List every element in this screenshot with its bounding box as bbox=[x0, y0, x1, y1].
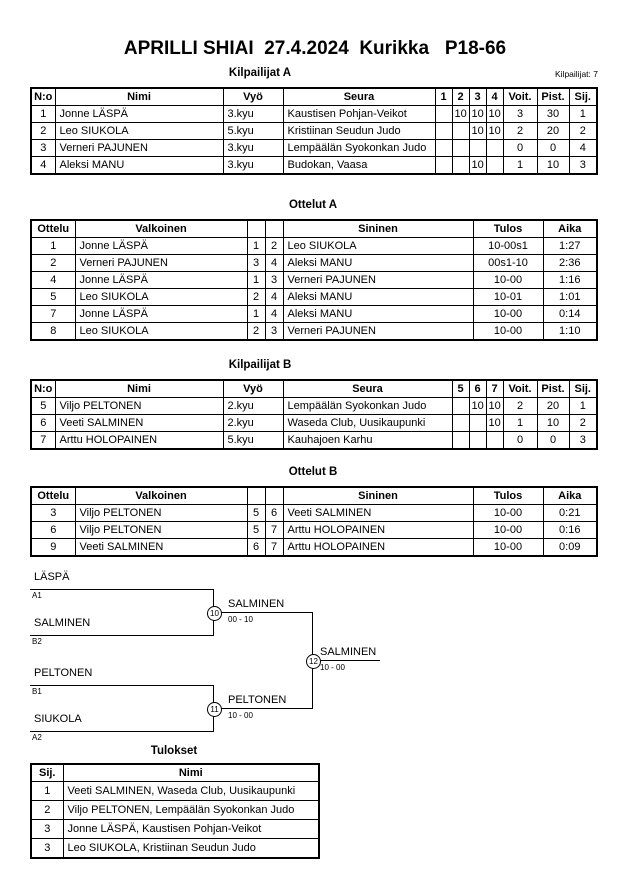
column-header: Nimi bbox=[55, 380, 223, 398]
cell-white: Jonne LÄSPÄ bbox=[75, 238, 247, 255]
cell-wins: 0 bbox=[503, 432, 537, 450]
cell-wn: 2 bbox=[247, 323, 265, 341]
cell-belt: 5.kyu bbox=[223, 123, 283, 140]
cell-points: 20 bbox=[537, 123, 569, 140]
column-header: Sij. bbox=[31, 764, 63, 782]
column-header: Pist. bbox=[537, 88, 569, 106]
cell-bn: 3 bbox=[265, 323, 283, 341]
cell-no: 5 bbox=[31, 398, 55, 415]
cell-blue: Aleksi MANU bbox=[283, 255, 473, 272]
column-header: Aika bbox=[543, 487, 597, 505]
cell-no: 3 bbox=[31, 140, 55, 157]
column-header: 2 bbox=[452, 88, 469, 106]
cell-c2 bbox=[469, 432, 486, 450]
cell-time: 0:21 bbox=[543, 505, 597, 522]
table-row bbox=[31, 522, 597, 539]
table-row bbox=[31, 801, 319, 820]
table-row bbox=[31, 238, 597, 255]
cell-c1 bbox=[452, 432, 469, 450]
cell-no: 1 bbox=[31, 238, 75, 255]
column-header: Tulos bbox=[473, 487, 543, 505]
cell-points: 0 bbox=[537, 140, 569, 157]
table-row bbox=[31, 839, 319, 859]
cell-c3: 10 bbox=[486, 398, 503, 415]
cell-white: Viljo PELTONEN bbox=[75, 505, 247, 522]
bracket-line bbox=[30, 589, 213, 590]
cell-points: 10 bbox=[537, 157, 569, 175]
cell-c4 bbox=[486, 157, 503, 175]
cell-time: 0:09 bbox=[543, 539, 597, 557]
cell-wins: 1 bbox=[503, 157, 537, 175]
table-row bbox=[31, 255, 597, 272]
elimination-bracket bbox=[0, 569, 630, 741]
cell-result: 10-00 bbox=[473, 272, 543, 289]
cell-c1 bbox=[452, 398, 469, 415]
cell-white: Viljo PELTONEN bbox=[75, 522, 247, 539]
cell-c3: 10 bbox=[469, 157, 486, 175]
cell-result: 10-00 bbox=[473, 522, 543, 539]
header-row bbox=[31, 487, 597, 505]
table-row bbox=[31, 505, 597, 522]
cell-place: 1 bbox=[569, 398, 597, 415]
column-header: Ottelu bbox=[31, 220, 75, 238]
cell-wn: 2 bbox=[247, 289, 265, 306]
cell-no: 7 bbox=[31, 432, 55, 450]
cell-belt: 5.kyu bbox=[223, 432, 283, 450]
cell-club: Kauhajoen Karhu bbox=[283, 432, 452, 450]
table-row bbox=[31, 289, 597, 306]
cell-time: 0:14 bbox=[543, 306, 597, 323]
cell-no: 1 bbox=[31, 106, 55, 123]
matches-a-heading: Ottelut A bbox=[288, 199, 338, 211]
column-header: Aika bbox=[543, 220, 597, 238]
bracket-sf2-bottom-seed: A2 bbox=[32, 733, 42, 742]
cell-name: Veeti SALMINEN, Waseda Club, Uusikaupunki bbox=[63, 782, 319, 801]
bracket-line bbox=[318, 660, 380, 661]
cell-wins: 1 bbox=[503, 415, 537, 432]
page-title: APRILLI SHIAI 27.4.2024 Kurikka P18-66 bbox=[123, 38, 507, 59]
match-11-circle: 11 bbox=[207, 702, 222, 717]
column-header: Sininen bbox=[283, 220, 473, 238]
pool-a-heading: Kilpailijat A bbox=[228, 67, 292, 79]
column-header: Valkoinen bbox=[75, 220, 247, 238]
results-table bbox=[30, 763, 320, 859]
cell-no: 5 bbox=[31, 289, 75, 306]
cell-c1 bbox=[435, 157, 452, 175]
cell-club: Waseda Club, Uusikaupunki bbox=[283, 415, 452, 432]
cell-c2 bbox=[452, 123, 469, 140]
cell-result: 10-00 bbox=[473, 505, 543, 522]
cell-wins: 0 bbox=[503, 140, 537, 157]
column-header: Sij. bbox=[569, 88, 597, 106]
cell-name: Jonne LÄSPÄ bbox=[55, 106, 223, 123]
cell-c3: 10 bbox=[469, 106, 486, 123]
cell-place: 2 bbox=[31, 801, 63, 820]
bracket-sf1-bottom-seed: B2 bbox=[32, 637, 42, 646]
cell-c3 bbox=[486, 432, 503, 450]
cell-place: 2 bbox=[569, 415, 597, 432]
cell-no: 2 bbox=[31, 255, 75, 272]
cell-c3: 10 bbox=[486, 415, 503, 432]
table-row bbox=[31, 432, 597, 450]
cell-c2 bbox=[452, 140, 469, 157]
cell-points: 20 bbox=[537, 398, 569, 415]
cell-bn: 4 bbox=[265, 289, 283, 306]
cell-wins: 3 bbox=[503, 106, 537, 123]
bracket-sf1-top-seed: A1 bbox=[32, 591, 42, 600]
cell-c4 bbox=[486, 140, 503, 157]
column-header: 6 bbox=[469, 380, 486, 398]
match-10-circle: 10 bbox=[207, 606, 222, 621]
column-header bbox=[265, 487, 283, 505]
pool-b-heading: Kilpailijat B bbox=[228, 359, 292, 371]
bracket-line bbox=[220, 612, 312, 613]
cell-belt: 2.kyu bbox=[223, 415, 283, 432]
column-header: Tulos bbox=[473, 220, 543, 238]
cell-white: Veeti SALMINEN bbox=[75, 539, 247, 557]
cell-no: 4 bbox=[31, 272, 75, 289]
cell-place: 3 bbox=[31, 839, 63, 859]
cell-white: Verneri PAJUNEN bbox=[75, 255, 247, 272]
bracket-sf2-score: 10 - 00 bbox=[228, 711, 253, 720]
cell-time: 1:10 bbox=[543, 323, 597, 341]
cell-belt: 3.kyu bbox=[223, 106, 283, 123]
cell-name: Arttu HOLOPAINEN bbox=[55, 432, 223, 450]
table-row bbox=[31, 306, 597, 323]
bracket-line bbox=[30, 731, 213, 732]
cell-wn: 5 bbox=[247, 522, 265, 539]
cell-name: Verneri PAJUNEN bbox=[55, 140, 223, 157]
cell-c1 bbox=[435, 106, 452, 123]
column-header bbox=[265, 220, 283, 238]
cell-result: 10-00s1 bbox=[473, 238, 543, 255]
cell-c1 bbox=[435, 123, 452, 140]
table-row bbox=[31, 123, 597, 140]
cell-bn: 7 bbox=[265, 522, 283, 539]
column-header: 3 bbox=[469, 88, 486, 106]
cell-belt: 3.kyu bbox=[223, 157, 283, 175]
bracket-line bbox=[220, 708, 312, 709]
table-row bbox=[31, 272, 597, 289]
cell-white: Leo SIUKOLA bbox=[75, 323, 247, 341]
cell-wn: 6 bbox=[247, 539, 265, 557]
cell-no: 4 bbox=[31, 157, 55, 175]
cell-result: 10-00 bbox=[473, 539, 543, 557]
cell-points: 0 bbox=[537, 432, 569, 450]
column-header: Sij. bbox=[569, 380, 597, 398]
cell-points: 10 bbox=[537, 415, 569, 432]
cell-white: Jonne LÄSPÄ bbox=[75, 272, 247, 289]
matches-a-table bbox=[30, 219, 598, 341]
cell-blue: Verneri PAJUNEN bbox=[283, 272, 473, 289]
results-heading: Tulokset bbox=[150, 745, 198, 757]
column-header bbox=[247, 487, 265, 505]
column-header: Seura bbox=[283, 380, 452, 398]
match-12-circle: 12 bbox=[306, 654, 321, 669]
matches-b-heading: Ottelut B bbox=[288, 466, 338, 478]
cell-c1 bbox=[452, 415, 469, 432]
column-header: Pist. bbox=[537, 380, 569, 398]
column-header: Seura bbox=[283, 88, 435, 106]
table-row bbox=[31, 106, 597, 123]
table-row bbox=[31, 782, 319, 801]
cell-place: 4 bbox=[569, 140, 597, 157]
cell-club: Lempäälän Syokonkan Judo bbox=[283, 140, 435, 157]
column-header: 4 bbox=[486, 88, 503, 106]
cell-wins: 2 bbox=[503, 123, 537, 140]
cell-c3 bbox=[469, 140, 486, 157]
cell-time: 1:16 bbox=[543, 272, 597, 289]
pool-a-table bbox=[30, 87, 598, 175]
column-header: Vyö bbox=[223, 380, 283, 398]
column-header: Voit. bbox=[503, 380, 537, 398]
cell-no: 7 bbox=[31, 306, 75, 323]
cell-points: 30 bbox=[537, 106, 569, 123]
matches-b-table bbox=[30, 486, 598, 557]
cell-c2: 10 bbox=[452, 106, 469, 123]
cell-blue: Leo SIUKOLA bbox=[283, 238, 473, 255]
cell-white: Jonne LÄSPÄ bbox=[75, 306, 247, 323]
cell-bn: 7 bbox=[265, 539, 283, 557]
table-row bbox=[31, 415, 597, 432]
cell-c2 bbox=[452, 157, 469, 175]
cell-no: 8 bbox=[31, 323, 75, 341]
cell-no: 6 bbox=[31, 522, 75, 539]
column-header: Ottelu bbox=[31, 487, 75, 505]
cell-c2: 10 bbox=[469, 398, 486, 415]
column-header: 5 bbox=[452, 380, 469, 398]
bracket-sf2-top-name: PELTONEN bbox=[34, 667, 93, 679]
cell-bn: 4 bbox=[265, 255, 283, 272]
cell-no: 6 bbox=[31, 415, 55, 432]
bracket-sf2-winner: PELTONEN bbox=[228, 694, 287, 706]
cell-wn: 1 bbox=[247, 306, 265, 323]
cell-bn: 2 bbox=[265, 238, 283, 255]
cell-place: 2 bbox=[569, 123, 597, 140]
cell-no: 2 bbox=[31, 123, 55, 140]
cell-no: 9 bbox=[31, 539, 75, 557]
cell-time: 1:27 bbox=[543, 238, 597, 255]
table-row bbox=[31, 398, 597, 415]
cell-name: Jonne LÄSPÄ, Kaustisen Pohjan-Veikot bbox=[63, 820, 319, 839]
column-header: Valkoinen bbox=[75, 487, 247, 505]
bracket-sf1-score: 00 - 10 bbox=[228, 615, 253, 624]
column-header: Voit. bbox=[503, 88, 537, 106]
header-row bbox=[31, 380, 597, 398]
cell-bn: 6 bbox=[265, 505, 283, 522]
cell-club: Kristiinan Seudun Judo bbox=[283, 123, 435, 140]
cell-blue: Aleksi MANU bbox=[283, 306, 473, 323]
cell-white: Leo SIUKOLA bbox=[75, 289, 247, 306]
cell-c3: 10 bbox=[469, 123, 486, 140]
bracket-line bbox=[30, 685, 213, 686]
cell-place: 3 bbox=[569, 157, 597, 175]
cell-belt: 3.kyu bbox=[223, 140, 283, 157]
cell-time: 0:16 bbox=[543, 522, 597, 539]
bracket-sf1-winner: SALMINEN bbox=[228, 598, 285, 610]
cell-blue: Arttu HOLOPAINEN bbox=[283, 539, 473, 557]
cell-blue: Arttu HOLOPAINEN bbox=[283, 522, 473, 539]
cell-name: Veeti SALMINEN bbox=[55, 415, 223, 432]
cell-club: Lempäälän Syokonkan Judo bbox=[283, 398, 452, 415]
cell-name: Viljo PELTONEN, Lempäälän Syokonkan Judo bbox=[63, 801, 319, 820]
column-header: Vyö bbox=[223, 88, 283, 106]
table-row bbox=[31, 539, 597, 557]
cell-club: Budokan, Vaasa bbox=[283, 157, 435, 175]
bracket-sf2-bottom-name: SIUKOLA bbox=[34, 713, 82, 725]
column-header: Nimi bbox=[55, 88, 223, 106]
bracket-sf2-top-seed: B1 bbox=[32, 687, 42, 696]
cell-wins: 2 bbox=[503, 398, 537, 415]
cell-blue: Veeti SALMINEN bbox=[283, 505, 473, 522]
competitors-count: Kilpailijat: 7 bbox=[555, 69, 598, 79]
column-header: 7 bbox=[486, 380, 503, 398]
cell-result: 10-00 bbox=[473, 306, 543, 323]
cell-name: Leo SIUKOLA, Kristiinan Seudun Judo bbox=[63, 839, 319, 859]
bracket-line bbox=[30, 635, 213, 636]
header-row bbox=[31, 88, 597, 106]
cell-wn: 1 bbox=[247, 238, 265, 255]
header-row bbox=[31, 764, 319, 782]
table-row bbox=[31, 820, 319, 839]
cell-name: Aleksi MANU bbox=[55, 157, 223, 175]
column-header: 1 bbox=[435, 88, 452, 106]
bracket-sf1-top-name: LÄSPÄ bbox=[34, 571, 70, 583]
cell-blue: Aleksi MANU bbox=[283, 289, 473, 306]
column-header: N:o bbox=[31, 380, 55, 398]
cell-name: Viljo PELTONEN bbox=[55, 398, 223, 415]
cell-place: 3 bbox=[569, 432, 597, 450]
cell-place: 3 bbox=[31, 820, 63, 839]
cell-no: 3 bbox=[31, 505, 75, 522]
cell-c4: 10 bbox=[486, 123, 503, 140]
cell-c2 bbox=[469, 415, 486, 432]
bracket-final-score: 10 - 00 bbox=[320, 663, 345, 672]
cell-result: 10-00 bbox=[473, 323, 543, 341]
cell-bn: 3 bbox=[265, 272, 283, 289]
column-header bbox=[247, 220, 265, 238]
cell-belt: 2.kyu bbox=[223, 398, 283, 415]
cell-name: Leo SIUKOLA bbox=[55, 123, 223, 140]
cell-wn: 1 bbox=[247, 272, 265, 289]
cell-time: 2:36 bbox=[543, 255, 597, 272]
header-row bbox=[31, 220, 597, 238]
cell-c1 bbox=[435, 140, 452, 157]
cell-c4: 10 bbox=[486, 106, 503, 123]
cell-time: 1:01 bbox=[543, 289, 597, 306]
cell-blue: Verneri PAJUNEN bbox=[283, 323, 473, 341]
table-row bbox=[31, 157, 597, 175]
bracket-final-winner: SALMINEN bbox=[320, 646, 377, 658]
column-header: N:o bbox=[31, 88, 55, 106]
cell-result: 00s1-10 bbox=[473, 255, 543, 272]
cell-place: 1 bbox=[569, 106, 597, 123]
column-header: Nimi bbox=[63, 764, 319, 782]
cell-bn: 4 bbox=[265, 306, 283, 323]
table-row bbox=[31, 323, 597, 341]
bracket-sf1-bottom-name: SALMINEN bbox=[34, 617, 91, 629]
cell-result: 10-01 bbox=[473, 289, 543, 306]
cell-wn: 3 bbox=[247, 255, 265, 272]
table-row bbox=[31, 140, 597, 157]
cell-place: 1 bbox=[31, 782, 63, 801]
cell-wn: 5 bbox=[247, 505, 265, 522]
pool-b-table bbox=[30, 379, 598, 450]
column-header: Sininen bbox=[283, 487, 473, 505]
cell-club: Kaustisen Pohjan-Veikot bbox=[283, 106, 435, 123]
